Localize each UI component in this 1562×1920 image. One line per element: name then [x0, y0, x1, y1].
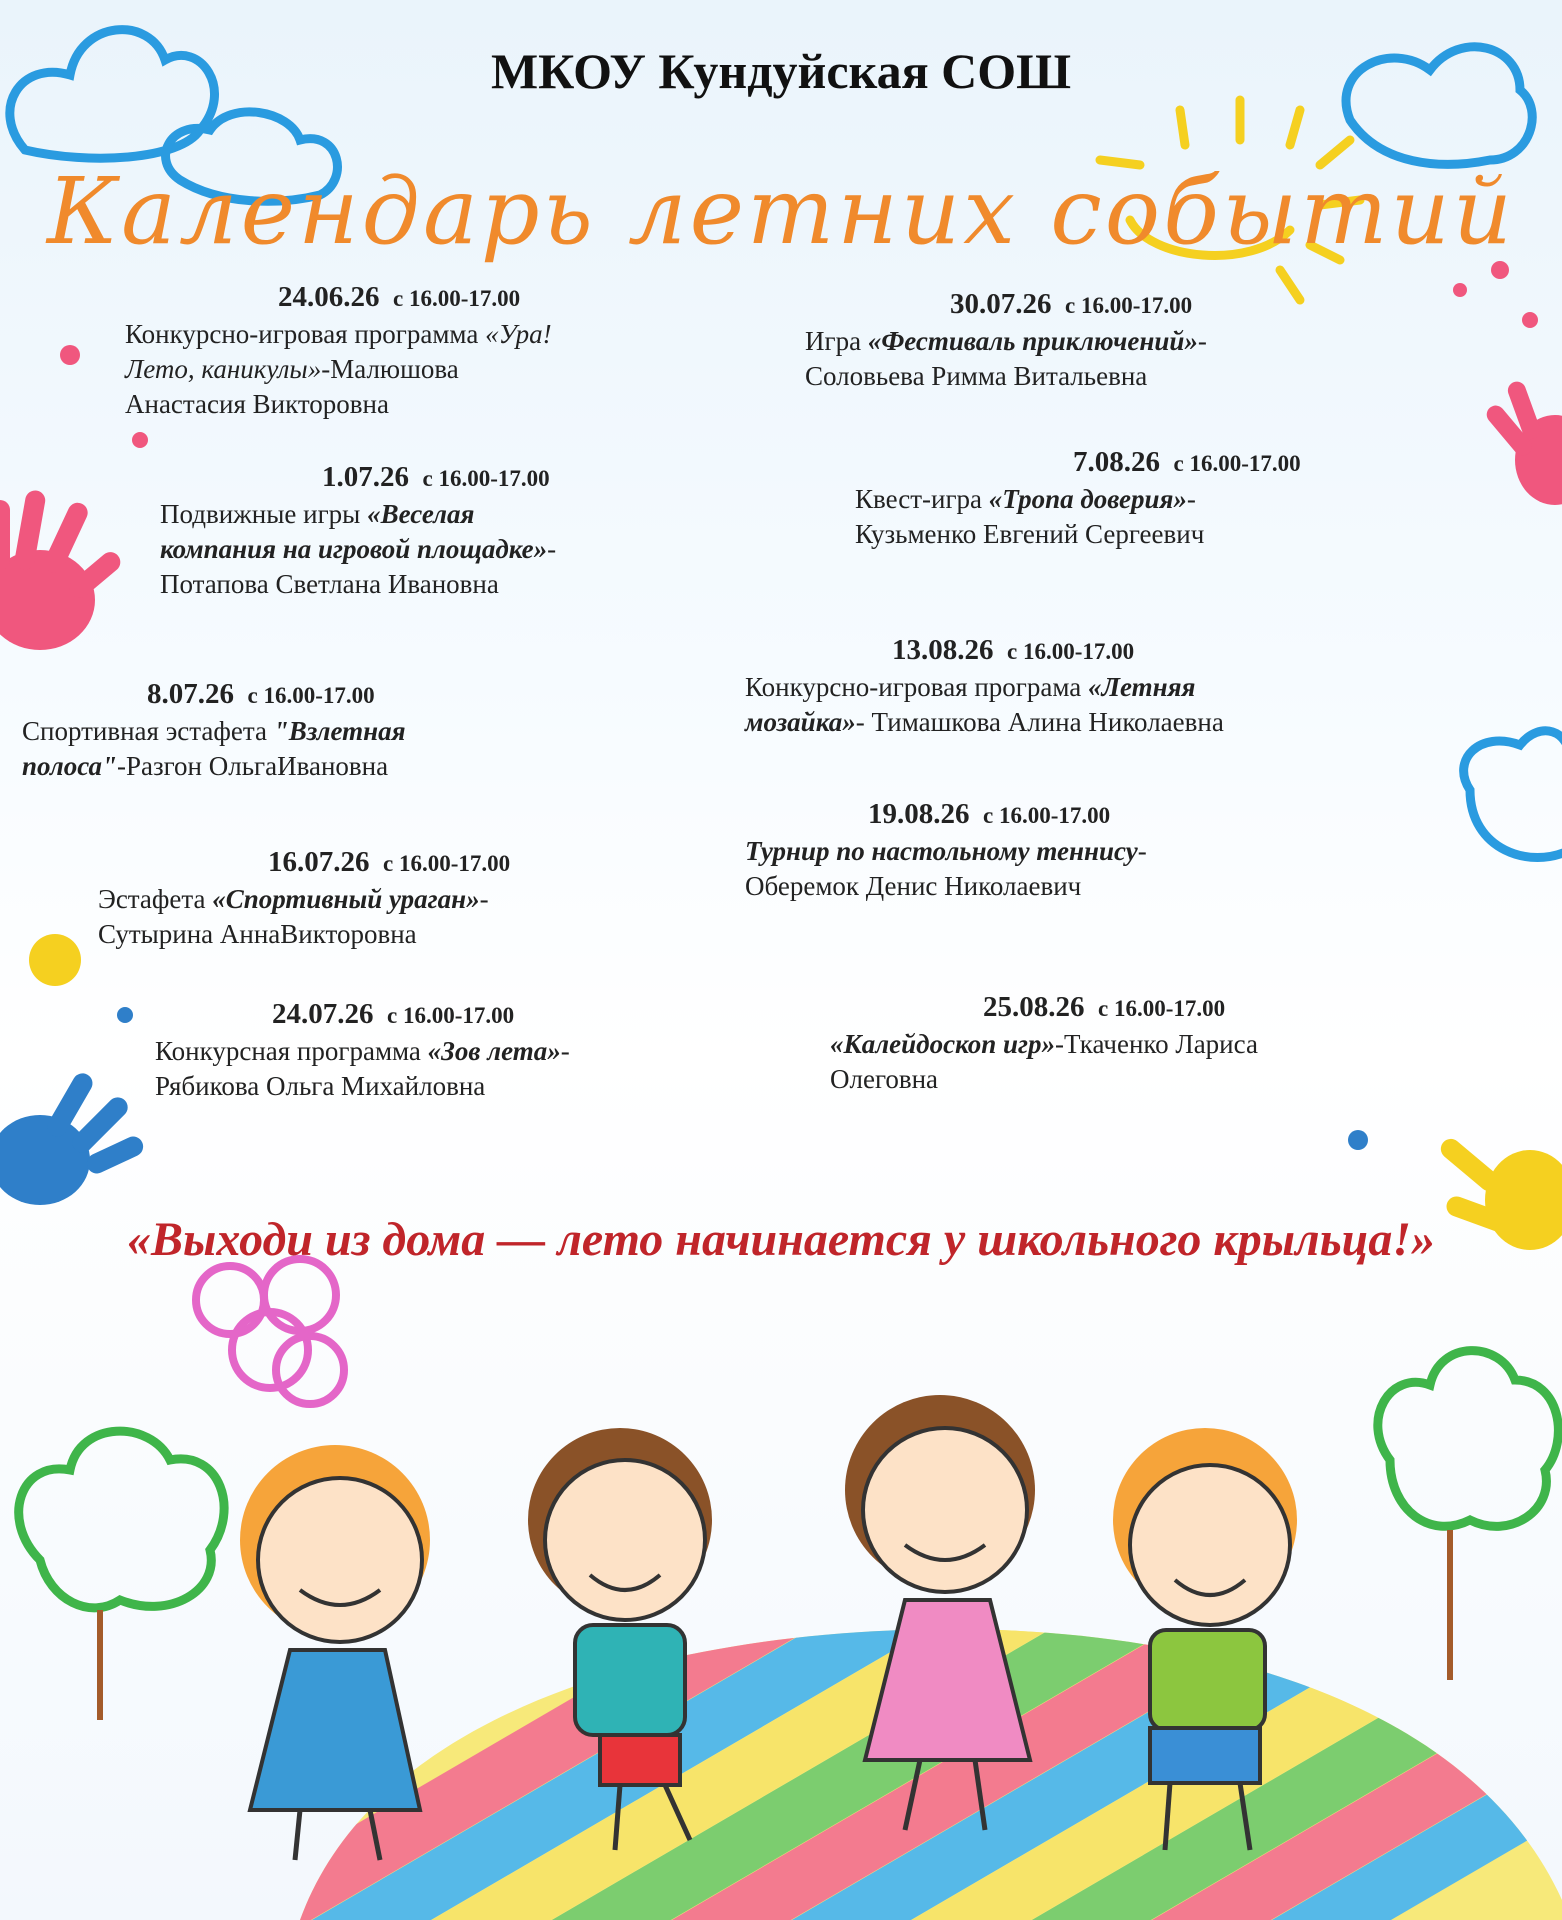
- event-line: [155, 1034, 570, 1069]
- event-text: Квест-игра: [855, 484, 989, 514]
- event-description: [805, 324, 1207, 394]
- event-text: Рябикова Ольга Михайловна: [155, 1071, 486, 1101]
- event-heading: [868, 797, 1110, 833]
- event-heading: [950, 287, 1192, 323]
- event-time: с 16.00-17.00: [983, 803, 1111, 828]
- event-description: [830, 1027, 1258, 1097]
- event-date: 1.07.26: [322, 461, 409, 493]
- event-line: [155, 1069, 570, 1104]
- event-line: [855, 482, 1204, 517]
- tree-icon: [19, 1431, 224, 1608]
- event-date: 24.06.26: [278, 281, 380, 313]
- event-date: 24.07.26: [272, 998, 374, 1030]
- event-time: с 16.00-17.00: [1065, 293, 1193, 318]
- event-heading: [268, 845, 510, 881]
- event-text: "Взлетная: [273, 716, 406, 746]
- event-line: [855, 517, 1204, 552]
- event-text: Оберемок Денис Николаевич: [745, 871, 1082, 901]
- event-text: «Летняя: [1087, 672, 1196, 702]
- event-text: Соловьева Римма Витальевна: [805, 361, 1148, 391]
- event-line: [745, 705, 1224, 740]
- event-line: [160, 567, 556, 602]
- event-line: [830, 1062, 1258, 1097]
- event-description: [855, 482, 1204, 552]
- event-line: [745, 670, 1224, 705]
- event-text: Потапова Светлана Ивановна: [160, 569, 499, 599]
- event-line: [22, 749, 405, 784]
- event-time: с 16.00-17.00: [247, 683, 375, 708]
- event-description: [745, 670, 1224, 740]
- event-text: -: [479, 884, 489, 914]
- blue-handprint-icon: [0, 1070, 146, 1205]
- event-text: «Ура!: [485, 319, 552, 349]
- event-date: 13.08.26: [892, 634, 994, 666]
- slogan: «Выходи из дома — лето начинается у школьного крыльца!»: [127, 1213, 1435, 1266]
- event-text: «Веселая: [367, 499, 475, 529]
- event-text: -: [560, 1036, 570, 1066]
- event-text: Лето, каникулы»: [125, 354, 322, 384]
- event-time: с 16.00-17.00: [387, 1003, 515, 1028]
- event-time: с 16.00-17.00: [1098, 996, 1226, 1021]
- event-line: [805, 324, 1207, 359]
- page-title: Календарь летних событий: [46, 158, 1516, 265]
- event-line: [22, 714, 405, 749]
- event-line: [125, 387, 552, 422]
- event-text: «Фестиваль приключений»: [867, 326, 1198, 356]
- event-text: Эстафета: [98, 884, 213, 914]
- event-text: «Спортивный ураган»: [212, 884, 480, 914]
- event-heading: [278, 280, 520, 316]
- event-line: [830, 1027, 1258, 1062]
- event-text: Сутырина АннаВикторовна: [98, 919, 417, 949]
- event-line: [745, 869, 1147, 904]
- girl-blue-dress-icon: [240, 1445, 430, 1860]
- event-text: Подвижные игры: [160, 499, 368, 529]
- event-text: -Ткаченко Лариса: [1054, 1029, 1258, 1059]
- event-line: [160, 532, 556, 567]
- event-text: мозайка»: [745, 707, 856, 737]
- event-heading: [322, 460, 550, 496]
- event-line: [125, 317, 552, 352]
- event-text: - Тимашкова Алина Николаевна: [855, 707, 1224, 737]
- event-time: с 16.00-17.00: [1173, 451, 1301, 476]
- event-description: [98, 882, 489, 952]
- event-text: полоса": [22, 751, 117, 781]
- event-date: 8.07.26: [147, 678, 234, 710]
- event-heading: [272, 997, 514, 1033]
- event-description: [160, 497, 556, 602]
- event-description: [125, 317, 552, 422]
- event-time: с 16.00-17.00: [422, 466, 550, 491]
- event-time: с 16.00-17.00: [383, 851, 511, 876]
- event-text: -: [1137, 836, 1147, 866]
- event-line: [125, 352, 552, 387]
- event-line: [160, 497, 556, 532]
- event-line: [745, 834, 1147, 869]
- event-time: с 16.00-17.00: [1007, 639, 1135, 664]
- event-text: -Разгон ОльгаИвановна: [116, 751, 389, 781]
- event-text: -: [547, 534, 557, 564]
- event-date: 7.08.26: [1073, 446, 1160, 478]
- event-description: [22, 714, 405, 784]
- event-line: [98, 917, 489, 952]
- event-description: [745, 834, 1147, 904]
- event-line: [805, 359, 1207, 394]
- event-date: 30.07.26: [950, 288, 1052, 320]
- event-text: «Тропа доверия»: [988, 484, 1187, 514]
- event-text: «Зов лета»: [427, 1036, 561, 1066]
- event-date: 19.08.26: [868, 798, 970, 830]
- event-text: -Малюшова: [321, 354, 459, 384]
- event-text: Спортивная эстафета: [22, 716, 274, 746]
- event-date: 25.08.26: [983, 991, 1085, 1023]
- event-date: 16.07.26: [268, 846, 370, 878]
- event-text: Конкурсно-игровая програма: [745, 672, 1088, 702]
- event-description: [155, 1034, 570, 1104]
- event-text: Конкурсная программа: [155, 1036, 428, 1066]
- event-text: -: [1186, 484, 1196, 514]
- tree-icon: [1378, 1351, 1559, 1527]
- flower-icon: [196, 1259, 344, 1404]
- event-heading: [147, 677, 375, 713]
- event-heading: [983, 990, 1225, 1026]
- school-name: МКОУ Кундуйская СОШ: [490, 43, 1072, 99]
- event-text: Анастасия Викторовна: [125, 389, 389, 419]
- event-text: компания на игровой площадке»: [160, 534, 548, 564]
- pink-handprint-icon: [0, 489, 124, 650]
- event-time: с 16.00-17.00: [393, 286, 521, 311]
- event-text: -: [1197, 326, 1207, 356]
- pink-handprint-icon: [1483, 379, 1562, 505]
- event-text: Турнир по настольному теннису: [745, 836, 1138, 866]
- event-text: Кузьменко Евгений Сергеевич: [855, 519, 1205, 549]
- event-text: Конкурсно-игровая программа: [125, 319, 486, 349]
- event-heading: [892, 633, 1134, 669]
- event-line: [98, 882, 489, 917]
- cloud-icon: [1464, 731, 1562, 858]
- event-text: Олеговна: [830, 1064, 939, 1094]
- event-heading: [1073, 445, 1301, 481]
- event-text: «Калейдоскоп игр»: [830, 1029, 1055, 1059]
- event-text: Игра: [805, 326, 868, 356]
